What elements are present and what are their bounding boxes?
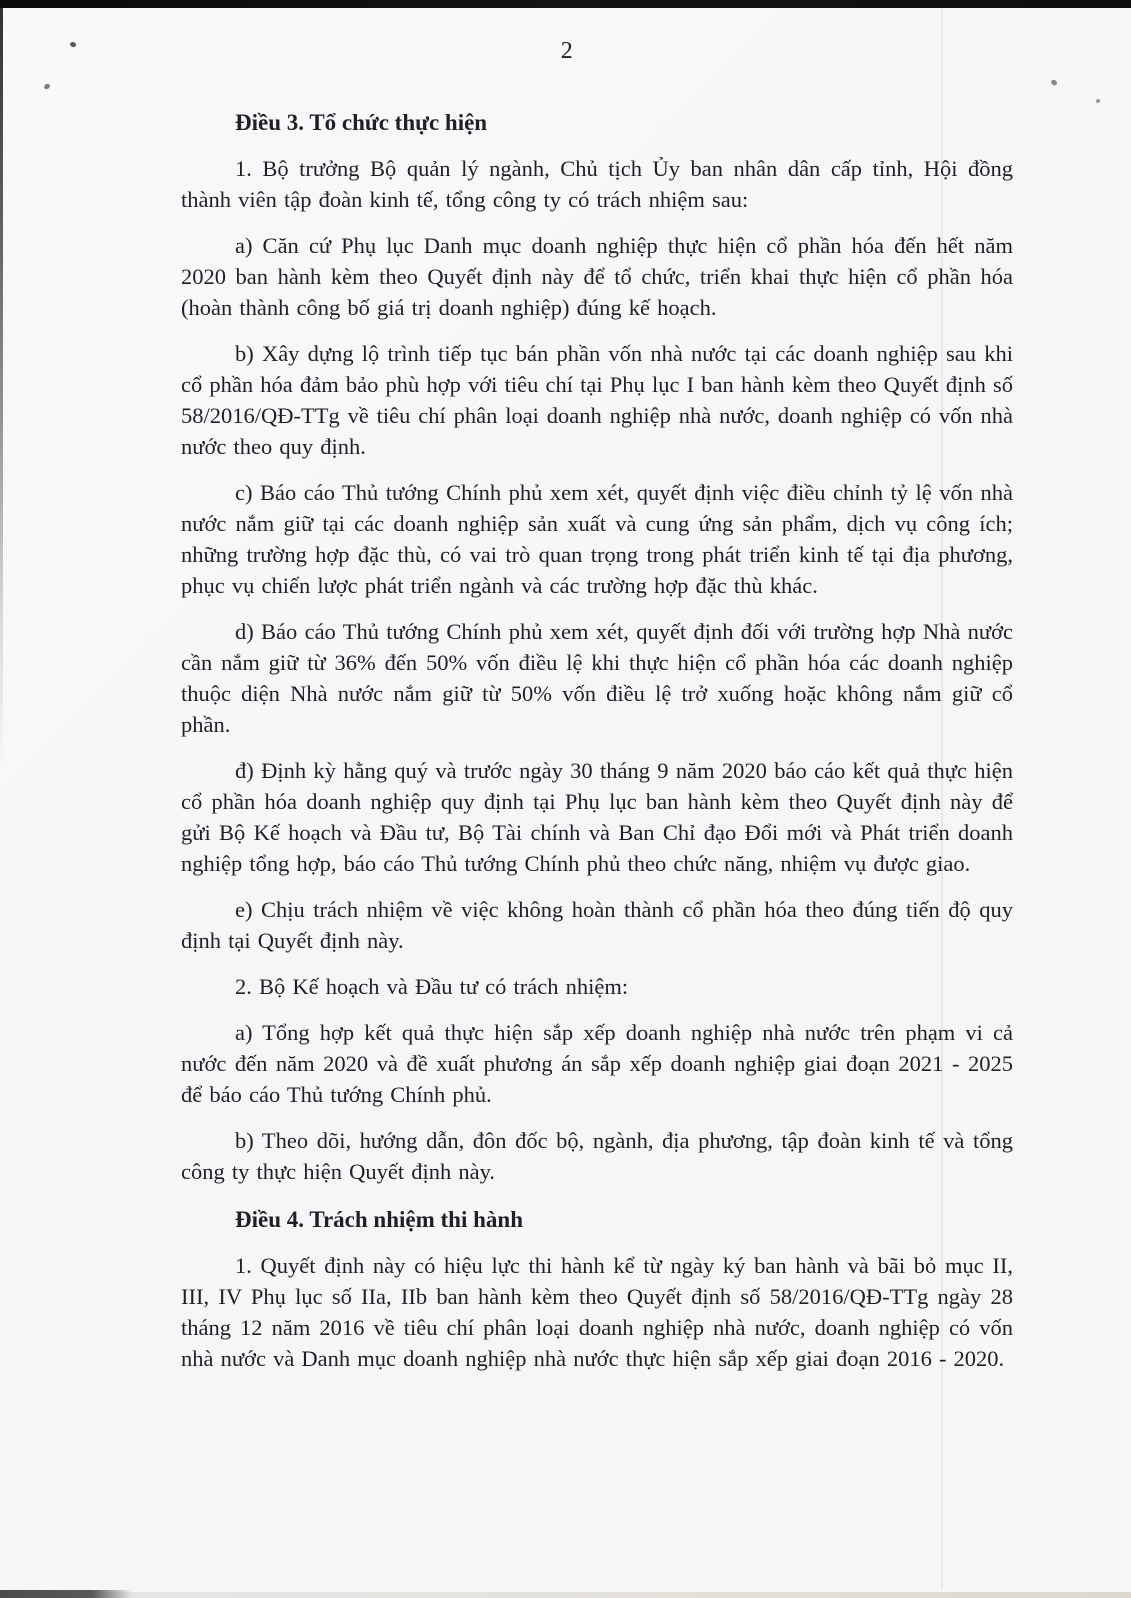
article3-point-1a: a) Căn cứ Phụ lục Danh mục doanh nghiệp thực hiện cổ phần hóa đến hết năm 2020 ban hành kèm theo Quyết định này để tổ chức, triển khai thực hiện cổ phần hóa (hoàn thành công bố giá trị doanh nghiệp) đúng kế hoạch.: [181, 233, 1013, 320]
article3-point-1d: d) Báo cáo Thủ tướng Chính phủ xem xét, quyết định đối với trường hợp Nhà nước cần nắm giữ từ 36% đến 50% vốn điều lệ khi thực hiện cổ phần hóa các doanh nghiệp thuộc diện Nhà nước nắm giữ từ 50% vốn điều lệ trở xuống hoặc không nắm giữ cổ phần.: [181, 619, 1013, 737]
scan-smudge-bottom-left: [0, 1590, 132, 1598]
article3-clause-2: 2. Bộ Kế hoạch và Đầu tư có trách nhiệm:: [235, 974, 629, 999]
article-4-heading: Điều 4. Trách nhiệm thi hành: [235, 1207, 523, 1232]
article3-point-1c: c) Báo cáo Thủ tướng Chính phủ xem xét, quyết định việc điều chỉnh tỷ lệ vốn nhà nước nắm giữ tại các doanh nghiệp sản xuất và cung ứng sản phẩm, dịch vụ công ích; những trường hợp đặc thù, có vai trò quan trọng trong phát triển kinh tế tại địa phương, phục vụ chiến lược phát triển ngành và các trường hợp đặc thù khác.: [181, 480, 1013, 598]
article3-point-1b: b) Xây dựng lộ trình tiếp tục bán phần vốn nhà nước tại các doanh nghiệp sau khi cổ phần hóa đảm bảo phù hợp với tiêu chí tại Phụ lục I ban hành kèm theo Quyết định số 58/2016/QĐ-TTg về tiêu chí phân loại doanh nghiệp nhà nước, doanh nghiệp có vốn nhà nước theo quy định.: [181, 341, 1013, 459]
article3-point-2a: a) Tổng hợp kết quả thực hiện sắp xếp doanh nghiệp nhà nước trên phạm vi cả nước đến năm 2020 và đề xuất phương án sắp xếp doanh nghiệp giai đoạn 2021 - 2025 để báo cáo Thủ tướng Chính phủ.: [181, 1020, 1013, 1107]
article4-clause-1: 1. Quyết định này có hiệu lực thi hành kể từ ngày ký ban hành và bãi bỏ mục II, III, IV Phụ lục số IIa, IIb ban hành kèm theo Quyết định số 58/2016/QĐ-TTg ngày 28 tháng 12 năm 2016 về tiêu chí phân loại doanh nghiệp nhà nước, doanh nghiệp có vốn nhà nước và Danh mục doanh nghiệp nhà nước thực hiện sắp xếp giai đoạn 2016 - 2020.: [181, 1253, 1013, 1371]
page-number: 2: [560, 38, 574, 64]
article3-point-1dd: đ) Định kỳ hằng quý và trước ngày 30 tháng 9 năm 2020 báo cáo kết quả thực hiện cổ phần hóa doanh nghiệp quy định tại Phụ lục ban hành kèm theo Quyết định này để gửi Bộ Kế hoạch và Đầu tư, Bộ Tài chính và Ban Chỉ đạo Đổi mới và Phát triển doanh nghiệp tổng hợp, báo cáo Thủ tướng Chính phủ theo chức năng, nhiệm vụ được giao.: [181, 758, 1013, 876]
article-3-heading: Điều 3. Tổ chức thực hiện: [235, 110, 488, 135]
document-body: [0, 8, 1131, 1374]
article3-point-1e: e) Chịu trách nhiệm về việc không hoàn thành cổ phần hóa theo đúng tiến độ quy định tại Quyết định này.: [181, 897, 1013, 953]
article3-clause-1: 1. Bộ trưởng Bộ quản lý ngành, Chủ tịch Ủy ban nhân dân cấp tỉnh, Hội đồng thành viên tập đoàn kinh tế, tổng công ty có trách nhiệm sau:: [181, 156, 1013, 212]
scan-top-edge: [0, 0, 1131, 8]
scan-bottom-edge: [0, 1592, 1131, 1598]
article3-point-2b: b) Theo dõi, hướng dẫn, đôn đốc bộ, ngành, địa phương, tập đoàn kinh tế và tổng công ty thực hiện Quyết định này.: [181, 1128, 1013, 1184]
